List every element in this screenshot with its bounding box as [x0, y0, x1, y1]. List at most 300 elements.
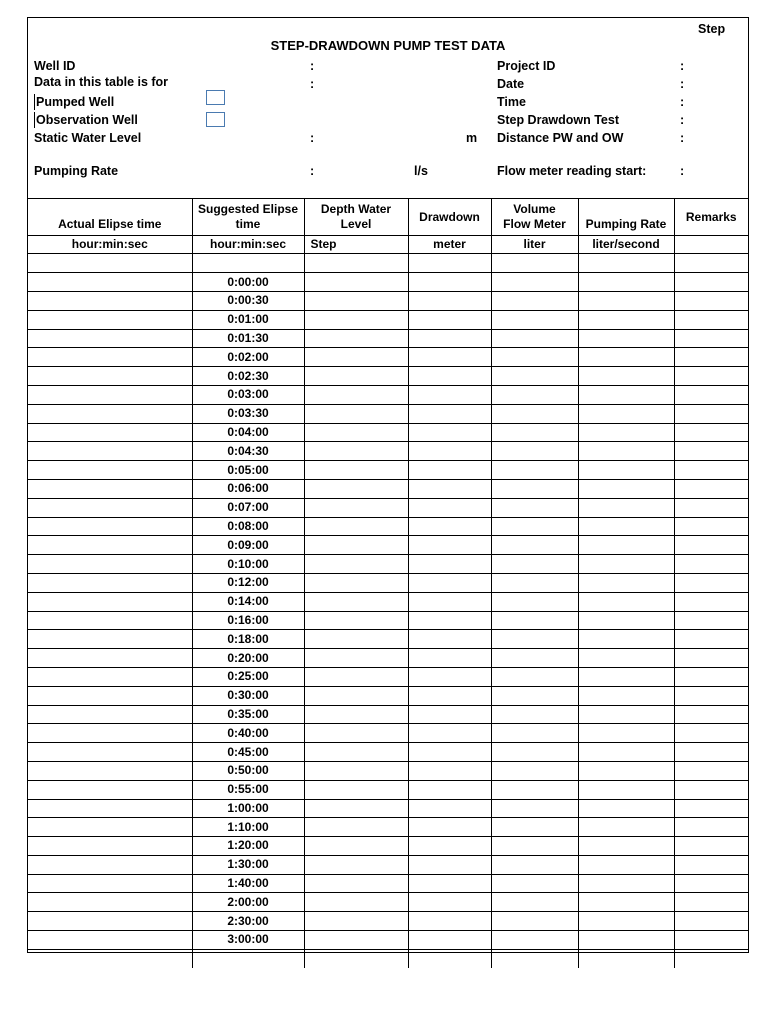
table-row	[28, 893, 748, 912]
actual-time-cell[interactable]	[28, 761, 192, 780]
pumping-rate-cell[interactable]	[578, 799, 674, 818]
actual-time-cell[interactable]	[28, 667, 192, 686]
suggested-time-cell: 0:25:00	[192, 667, 304, 686]
depth-water-level-cell[interactable]	[304, 780, 408, 799]
pumping-rate-cell[interactable]	[578, 780, 674, 799]
remarks-cell[interactable]	[674, 385, 748, 404]
depth-water-level-cell[interactable]	[304, 573, 408, 592]
depth-water-level-cell[interactable]	[304, 329, 408, 348]
col-remarks: Remarks	[674, 199, 748, 236]
remarks-cell[interactable]	[674, 761, 748, 780]
table-row	[28, 310, 748, 329]
depth-water-level-cell[interactable]	[304, 423, 408, 442]
pumping-rate-cell[interactable]	[578, 649, 674, 668]
table-row	[28, 705, 748, 724]
suggested-time-cell: 0:10:00	[192, 555, 304, 574]
sheet-header	[28, 18, 748, 198]
suggested-time-cell: 1:20:00	[192, 837, 304, 856]
col-depth-water-level: Depth Water Level	[304, 199, 408, 236]
depth-water-level-cell[interactable]	[304, 536, 408, 555]
remarks-cell[interactable]	[674, 724, 748, 743]
actual-time-cell[interactable]	[28, 573, 192, 592]
table-row	[28, 517, 748, 536]
actual-time-cell[interactable]	[28, 949, 192, 967]
pumping-rate-cell[interactable]	[578, 348, 674, 367]
pumping-rate-cell[interactable]	[578, 291, 674, 310]
pumped-well-checkbox[interactable]	[206, 90, 225, 105]
pumping-rate-sep: :	[310, 164, 315, 178]
actual-time-cell[interactable]	[28, 874, 192, 893]
actual-time-cell[interactable]	[28, 329, 192, 348]
remarks-cell[interactable]	[674, 667, 748, 686]
drawdown-cell[interactable]	[408, 949, 491, 967]
depth-water-level-cell[interactable]	[304, 479, 408, 498]
pumping-rate-cell[interactable]	[578, 949, 674, 967]
depth-water-level-cell[interactable]	[304, 385, 408, 404]
observation-well-label: Observation Well	[36, 113, 138, 127]
depth-water-level-cell[interactable]	[304, 667, 408, 686]
remarks-cell[interactable]	[674, 329, 748, 348]
remarks-cell[interactable]	[674, 649, 748, 668]
suggested-time-cell: 0:09:00	[192, 536, 304, 555]
volume-flow-meter-cell[interactable]	[491, 686, 578, 705]
depth-water-level-cell[interactable]	[304, 837, 408, 856]
pumping-rate-cell[interactable]	[578, 479, 674, 498]
volume-flow-meter-cell[interactable]	[491, 611, 578, 630]
drawdown-cell[interactable]	[408, 461, 491, 480]
time-sep: :	[680, 95, 685, 109]
pumping-rate-cell[interactable]	[578, 442, 674, 461]
drawdown-cell[interactable]	[408, 367, 491, 386]
flow-meter-start-label: Flow meter reading start:	[497, 164, 647, 178]
pumping-rate-cell[interactable]	[578, 592, 674, 611]
remarks-cell[interactable]	[674, 479, 748, 498]
volume-flow-meter-cell[interactable]	[491, 743, 578, 762]
drawdown-cell[interactable]	[408, 310, 491, 329]
depth-water-level-cell[interactable]	[304, 931, 408, 950]
actual-time-cell[interactable]	[28, 555, 192, 574]
actual-time-cell[interactable]	[28, 348, 192, 367]
actual-time-cell[interactable]	[28, 611, 192, 630]
actual-time-cell[interactable]	[28, 818, 192, 837]
volume-flow-meter-cell[interactable]	[491, 329, 578, 348]
pumping-rate-cell[interactable]	[578, 385, 674, 404]
volume-flow-meter-cell[interactable]	[491, 949, 578, 967]
table-row	[28, 254, 748, 273]
pumping-rate-cell[interactable]	[578, 536, 674, 555]
table-row	[28, 649, 748, 668]
remarks-cell[interactable]	[674, 517, 748, 536]
pumping-rate-cell[interactable]	[578, 724, 674, 743]
data-for-sep: :	[310, 77, 315, 91]
drawdown-cell[interactable]	[408, 404, 491, 423]
suggested-time-cell: 0:06:00	[192, 479, 304, 498]
volume-flow-meter-cell[interactable]	[491, 649, 578, 668]
actual-time-cell[interactable]	[28, 893, 192, 912]
drawdown-cell[interactable]	[408, 743, 491, 762]
pumping-rate-cell[interactable]	[578, 686, 674, 705]
drawdown-cell[interactable]	[408, 348, 491, 367]
remarks-cell[interactable]	[674, 461, 748, 480]
well-id-label: Well ID	[34, 59, 76, 73]
remarks-cell[interactable]	[674, 743, 748, 762]
remarks-cell[interactable]	[674, 498, 748, 517]
remarks-cell[interactable]	[674, 442, 748, 461]
remarks-cell[interactable]	[674, 367, 748, 386]
volume-flow-meter-cell[interactable]	[491, 837, 578, 856]
drawdown-cell[interactable]	[408, 611, 491, 630]
volume-flow-meter-cell[interactable]	[491, 367, 578, 386]
remarks-cell[interactable]	[674, 254, 748, 273]
remarks-cell[interactable]	[674, 423, 748, 442]
suggested-time-cell: 3:00:00	[192, 931, 304, 950]
pumping-rate-cell[interactable]	[578, 555, 674, 574]
remarks-cell[interactable]	[674, 291, 748, 310]
pumping-rate-cell[interactable]	[578, 404, 674, 423]
suggested-time-cell: 0:08:00	[192, 517, 304, 536]
volume-flow-meter-cell[interactable]	[491, 423, 578, 442]
drawdown-cell[interactable]	[408, 273, 491, 292]
depth-water-level-cell[interactable]	[304, 348, 408, 367]
depth-water-level-cell[interactable]	[304, 461, 408, 480]
volume-flow-meter-cell[interactable]	[491, 310, 578, 329]
volume-flow-meter-cell[interactable]	[491, 348, 578, 367]
table-row	[28, 837, 748, 856]
drawdown-cell[interactable]	[408, 498, 491, 517]
depth-water-level-cell[interactable]	[304, 649, 408, 668]
pumping-rate-unit: l/s	[414, 164, 428, 178]
drawdown-cell[interactable]	[408, 761, 491, 780]
actual-time-cell[interactable]	[28, 310, 192, 329]
actual-time-cell[interactable]	[28, 705, 192, 724]
volume-flow-meter-cell[interactable]	[491, 254, 578, 273]
suggested-time-cell: 0:02:00	[192, 348, 304, 367]
volume-flow-meter-cell[interactable]	[491, 818, 578, 837]
drawdown-cell[interactable]	[408, 837, 491, 856]
drawdown-cell[interactable]	[408, 912, 491, 931]
drawdown-cell[interactable]	[408, 517, 491, 536]
remarks-cell[interactable]	[674, 705, 748, 724]
volume-flow-meter-cell[interactable]	[491, 705, 578, 724]
actual-time-cell[interactable]	[28, 461, 192, 480]
remarks-cell[interactable]	[674, 893, 748, 912]
col-pumping-rate: Pumping Rate	[578, 199, 674, 236]
pumping-rate-cell[interactable]	[578, 498, 674, 517]
pumping-rate-cell[interactable]	[578, 743, 674, 762]
pumping-rate-cell[interactable]	[578, 931, 674, 950]
depth-water-level-cell[interactable]	[304, 592, 408, 611]
volume-flow-meter-cell[interactable]	[491, 893, 578, 912]
actual-time-cell[interactable]	[28, 743, 192, 762]
actual-time-cell[interactable]	[28, 291, 192, 310]
static-water-level-unit: m	[466, 131, 478, 145]
table-row	[28, 329, 748, 348]
pumping-rate-cell[interactable]	[578, 667, 674, 686]
actual-time-cell[interactable]	[28, 254, 192, 273]
volume-flow-meter-cell[interactable]	[491, 630, 578, 649]
volume-flow-meter-cell[interactable]	[491, 536, 578, 555]
volume-flow-meter-cell[interactable]	[491, 291, 578, 310]
actual-time-cell[interactable]	[28, 630, 192, 649]
remarks-cell[interactable]	[674, 931, 748, 950]
unit-actual-elipse-time: hour:min:sec	[28, 236, 192, 254]
pumping-rate-cell[interactable]	[578, 329, 674, 348]
actual-time-cell[interactable]	[28, 536, 192, 555]
volume-flow-meter-cell[interactable]	[491, 931, 578, 950]
table-row	[28, 367, 748, 386]
depth-water-level-cell[interactable]	[304, 254, 408, 273]
depth-water-level-cell[interactable]	[304, 761, 408, 780]
depth-water-level-cell[interactable]	[304, 799, 408, 818]
volume-flow-meter-cell[interactable]	[491, 780, 578, 799]
unit-drawdown: meter	[408, 236, 491, 254]
remarks-cell[interactable]	[674, 818, 748, 837]
drawdown-cell[interactable]	[408, 931, 491, 950]
table-row	[28, 592, 748, 611]
pumping-rate-cell[interactable]	[578, 310, 674, 329]
drawdown-cell[interactable]	[408, 667, 491, 686]
pumping-rate-cell[interactable]	[578, 837, 674, 856]
depth-water-level-cell[interactable]	[304, 949, 408, 967]
drawdown-cell[interactable]	[408, 780, 491, 799]
actual-time-cell[interactable]	[28, 799, 192, 818]
volume-flow-meter-cell[interactable]	[491, 912, 578, 931]
depth-water-level-cell[interactable]	[304, 611, 408, 630]
depth-water-level-cell[interactable]	[304, 517, 408, 536]
volume-flow-meter-cell[interactable]	[491, 761, 578, 780]
date-sep: :	[680, 77, 685, 91]
drawdown-cell[interactable]	[408, 329, 491, 348]
drawdown-cell[interactable]	[408, 479, 491, 498]
volume-flow-meter-cell[interactable]	[491, 855, 578, 874]
remarks-cell[interactable]	[674, 837, 748, 856]
drawdown-cell[interactable]	[408, 423, 491, 442]
depth-water-level-cell[interactable]	[304, 855, 408, 874]
drawdown-cell[interactable]	[408, 536, 491, 555]
remarks-cell[interactable]	[674, 686, 748, 705]
suggested-time-cell: 0:07:00	[192, 498, 304, 517]
drawdown-cell[interactable]	[408, 630, 491, 649]
unit-depth-water-level: Step	[304, 236, 408, 254]
actual-time-cell[interactable]	[28, 479, 192, 498]
volume-flow-meter-cell[interactable]	[491, 273, 578, 292]
volume-flow-meter-cell[interactable]	[491, 799, 578, 818]
drawdown-cell[interactable]	[408, 686, 491, 705]
pumping-rate-cell[interactable]	[578, 517, 674, 536]
data-table	[28, 198, 748, 968]
volume-flow-meter-cell[interactable]	[491, 874, 578, 893]
table-row	[28, 724, 748, 743]
remarks-cell[interactable]	[674, 855, 748, 874]
remarks-cell[interactable]	[674, 273, 748, 292]
unit-row	[28, 236, 748, 254]
table-row	[28, 555, 748, 574]
depth-water-level-cell[interactable]	[304, 630, 408, 649]
drawdown-cell[interactable]	[408, 573, 491, 592]
suggested-time-cell: 1:00:00	[192, 799, 304, 818]
drawdown-cell[interactable]	[408, 555, 491, 574]
drawdown-cell[interactable]	[408, 442, 491, 461]
col-volume-flow-meter: Volume Flow Meter	[491, 199, 578, 236]
actual-time-cell[interactable]	[28, 724, 192, 743]
depth-water-level-cell[interactable]	[304, 818, 408, 837]
remarks-cell[interactable]	[674, 573, 748, 592]
actual-time-cell[interactable]	[28, 367, 192, 386]
remarks-cell[interactable]	[674, 912, 748, 931]
table-row	[28, 818, 748, 837]
observation-well-marker	[34, 112, 35, 128]
depth-water-level-cell[interactable]	[304, 367, 408, 386]
suggested-time-cell: 0:04:00	[192, 423, 304, 442]
actual-time-cell[interactable]	[28, 855, 192, 874]
remarks-cell[interactable]	[674, 780, 748, 799]
volume-flow-meter-cell[interactable]	[491, 479, 578, 498]
suggested-time-cell: 0:50:00	[192, 761, 304, 780]
project-id-label: Project ID	[497, 59, 556, 73]
pumping-rate-cell[interactable]	[578, 874, 674, 893]
suggested-time-cell: 0:03:30	[192, 404, 304, 423]
volume-flow-meter-cell[interactable]	[491, 498, 578, 517]
remarks-cell[interactable]	[674, 404, 748, 423]
observation-well-checkbox[interactable]	[206, 112, 225, 127]
actual-time-cell[interactable]	[28, 273, 192, 292]
drawdown-cell[interactable]	[408, 592, 491, 611]
suggested-time-cell: 1:40:00	[192, 874, 304, 893]
remarks-cell[interactable]	[674, 348, 748, 367]
actual-time-cell[interactable]	[28, 442, 192, 461]
step-drawdown-test-sep: :	[680, 113, 685, 127]
pumped-well-marker	[34, 94, 35, 110]
pumping-rate-cell[interactable]	[578, 818, 674, 837]
drawdown-cell[interactable]	[408, 385, 491, 404]
suggested-time-cell: 0:45:00	[192, 743, 304, 762]
depth-water-level-cell[interactable]	[304, 686, 408, 705]
volume-flow-meter-cell[interactable]	[491, 404, 578, 423]
remarks-cell[interactable]	[674, 949, 748, 967]
actual-time-cell[interactable]	[28, 498, 192, 517]
volume-flow-meter-cell[interactable]	[491, 461, 578, 480]
drawdown-cell[interactable]	[408, 649, 491, 668]
actual-time-cell[interactable]	[28, 423, 192, 442]
unit-volume-flow-meter: liter	[491, 236, 578, 254]
drawdown-cell[interactable]	[408, 291, 491, 310]
step-label: Step	[698, 22, 726, 36]
table-row	[28, 949, 748, 967]
step-drawdown-test-label: Step Drawdown Test	[497, 113, 620, 127]
actual-time-cell[interactable]	[28, 592, 192, 611]
remarks-cell[interactable]	[674, 310, 748, 329]
column-header-row	[28, 199, 748, 236]
actual-time-cell[interactable]	[28, 385, 192, 404]
depth-water-level-cell[interactable]	[304, 291, 408, 310]
pumping-rate-cell[interactable]	[578, 423, 674, 442]
depth-water-level-cell[interactable]	[304, 724, 408, 743]
table-row	[28, 799, 748, 818]
drawdown-cell[interactable]	[408, 705, 491, 724]
drawdown-cell[interactable]	[408, 799, 491, 818]
volume-flow-meter-cell[interactable]	[491, 667, 578, 686]
remarks-cell[interactable]	[674, 555, 748, 574]
actual-time-cell[interactable]	[28, 931, 192, 950]
pumping-rate-label: Pumping Rate	[34, 164, 119, 178]
pump-test-sheet	[27, 17, 749, 953]
actual-time-cell[interactable]	[28, 517, 192, 536]
actual-time-cell[interactable]	[28, 780, 192, 799]
pumping-rate-cell[interactable]	[578, 254, 674, 273]
drawdown-cell[interactable]	[408, 818, 491, 837]
volume-flow-meter-cell[interactable]	[491, 385, 578, 404]
table-row	[28, 273, 748, 292]
remarks-cell[interactable]	[674, 799, 748, 818]
depth-water-level-cell[interactable]	[304, 705, 408, 724]
actual-time-cell[interactable]	[28, 686, 192, 705]
pumping-rate-cell[interactable]	[578, 761, 674, 780]
suggested-time-cell: 0:01:30	[192, 329, 304, 348]
table-row	[28, 931, 748, 950]
suggested-time-cell: 0:03:00	[192, 385, 304, 404]
volume-flow-meter-cell[interactable]	[491, 573, 578, 592]
table-row	[28, 461, 748, 480]
table-row	[28, 479, 748, 498]
pumping-rate-cell[interactable]	[578, 367, 674, 386]
suggested-time-cell: 0:05:00	[192, 461, 304, 480]
volume-flow-meter-cell[interactable]	[491, 442, 578, 461]
drawdown-cell[interactable]	[408, 254, 491, 273]
depth-water-level-cell[interactable]	[304, 555, 408, 574]
actual-time-cell[interactable]	[28, 912, 192, 931]
drawdown-cell[interactable]	[408, 874, 491, 893]
pumping-rate-cell[interactable]	[578, 611, 674, 630]
well-id-sep: :	[310, 59, 315, 73]
depth-water-level-cell[interactable]	[304, 498, 408, 517]
pumping-rate-cell[interactable]	[578, 893, 674, 912]
remarks-cell[interactable]	[674, 611, 748, 630]
depth-water-level-cell[interactable]	[304, 310, 408, 329]
actual-time-cell[interactable]	[28, 649, 192, 668]
volume-flow-meter-cell[interactable]	[491, 517, 578, 536]
project-id-sep: :	[680, 59, 685, 73]
pumping-rate-cell[interactable]	[578, 855, 674, 874]
drawdown-cell[interactable]	[408, 893, 491, 912]
table-row	[28, 423, 748, 442]
depth-water-level-cell[interactable]	[304, 743, 408, 762]
table-row	[28, 385, 748, 404]
remarks-cell[interactable]	[674, 536, 748, 555]
depth-water-level-cell[interactable]	[304, 442, 408, 461]
depth-water-level-cell[interactable]	[304, 893, 408, 912]
pumping-rate-cell[interactable]	[578, 573, 674, 592]
remarks-cell[interactable]	[674, 874, 748, 893]
remarks-cell[interactable]	[674, 630, 748, 649]
depth-water-level-cell[interactable]	[304, 912, 408, 931]
pumping-rate-cell[interactable]	[578, 461, 674, 480]
actual-time-cell[interactable]	[28, 837, 192, 856]
actual-time-cell[interactable]	[28, 404, 192, 423]
volume-flow-meter-cell[interactable]	[491, 555, 578, 574]
pumping-rate-cell[interactable]	[578, 630, 674, 649]
volume-flow-meter-cell[interactable]	[491, 592, 578, 611]
depth-water-level-cell[interactable]	[304, 874, 408, 893]
pumping-rate-cell[interactable]	[578, 705, 674, 724]
depth-water-level-cell[interactable]	[304, 273, 408, 292]
drawdown-cell[interactable]	[408, 724, 491, 743]
pumping-rate-cell[interactable]	[578, 912, 674, 931]
pumping-rate-cell[interactable]	[578, 273, 674, 292]
volume-flow-meter-cell[interactable]	[491, 724, 578, 743]
depth-water-level-cell[interactable]	[304, 404, 408, 423]
remarks-cell[interactable]	[674, 592, 748, 611]
drawdown-cell[interactable]	[408, 855, 491, 874]
